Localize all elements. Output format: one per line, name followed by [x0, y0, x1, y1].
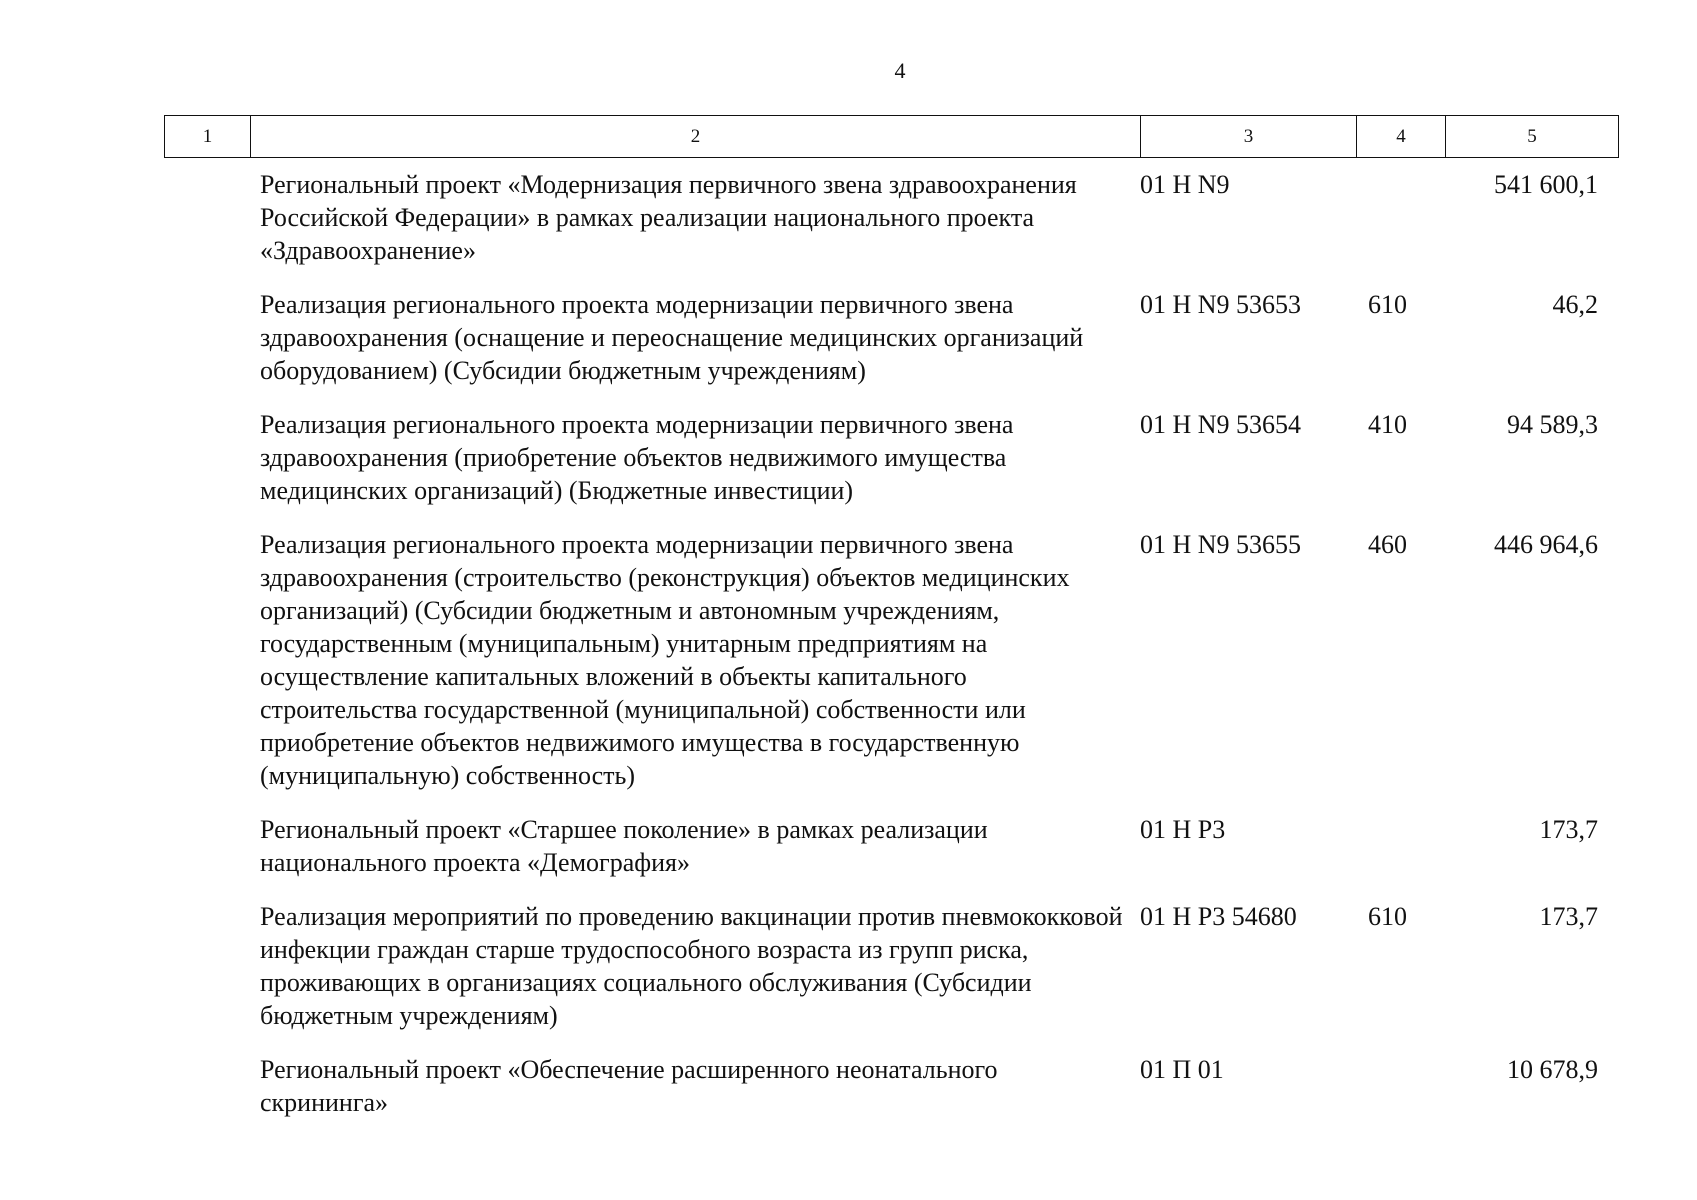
- table-row: [164, 168, 1614, 267]
- row-name: Реализация регионального проекта модернизации первичного звена здравоохранения (приобретение объектов недвижимого имущества медицинских организаций) (Бюджетные инвестиции): [260, 410, 1014, 505]
- row-number-cell: [164, 813, 250, 879]
- column-number-1: 1: [165, 116, 251, 158]
- row-amount: 541 600,1: [1494, 170, 1598, 199]
- table-row: [164, 813, 1614, 879]
- row-number-cell: [164, 168, 250, 267]
- row-code: 01 Н N9 53653: [1140, 290, 1302, 319]
- row-name: Реализация мероприятий по проведению вакцинации против пневмококковой инфекции граждан старше трудоспособного возраста из групп риска, проживающих в организациях социального обслуживания (Субсидии бюджетным учреждениям): [260, 902, 1123, 1030]
- row-name: Региональный проект «Модернизация первичного звена здравоохранения Российской Федерации» в рамках реализации национального проекта «Здравоохранение»: [260, 170, 1077, 265]
- row-amount: 446 964,6: [1494, 530, 1598, 559]
- page-number: 4: [894, 58, 906, 83]
- column-number-3: 3: [1141, 116, 1357, 158]
- row-amount: 173,7: [1539, 902, 1598, 931]
- row-name: Региональный проект «Старшее поколение» в рамках реализации национального проекта «Демография»: [260, 815, 988, 877]
- row-number-cell: [164, 900, 250, 1032]
- table-row: [164, 408, 1614, 507]
- row-type: 610: [1368, 290, 1407, 319]
- row-code: 01 Н N9 53655: [1140, 530, 1302, 559]
- column-number-4: 4: [1357, 116, 1446, 158]
- column-number-5: 5: [1446, 116, 1619, 158]
- row-number-cell: [164, 408, 250, 507]
- row-type: [1346, 1053, 1435, 1119]
- row-code: 01 Н N9 53654: [1140, 410, 1302, 439]
- row-type: [1346, 168, 1435, 267]
- row-name: Реализация регионального проекта модернизации первичного звена здравоохранения (строительство (реконструкция) объектов медицинских организаций) (Субсидии бюджетным и автономным учреждениям, государственным (муниципальным) унитарным предприятиям на осуществление капитальных вложений в объекты капитального строительства государственной (муниципальной) собственности или приобретение объектов недвижимого имущества в государственную (муниципальную) собственность): [260, 530, 1070, 790]
- row-amount: 94 589,3: [1507, 410, 1598, 439]
- row-type: 610: [1368, 902, 1407, 931]
- row-code: 01 Н N9: [1140, 170, 1230, 199]
- row-code: 01 Н P3 54680: [1140, 902, 1297, 931]
- row-name: Региональный проект «Обеспечение расширенного неонатального скрининга»: [260, 1055, 998, 1117]
- row-amount: 10 678,9: [1507, 1055, 1598, 1084]
- table-row: [164, 288, 1614, 387]
- row-name: Реализация регионального проекта модернизации первичного звена здравоохранения (оснащение и переоснащение медицинских организаций оборудованием) (Субсидии бюджетным учреждениям): [260, 290, 1084, 385]
- column-number-2: 2: [251, 116, 1141, 158]
- row-number-cell: [164, 1053, 250, 1119]
- column-header-table: [164, 115, 1619, 158]
- column-number-row: [165, 116, 1619, 158]
- row-type: [1346, 813, 1435, 879]
- table-row: [164, 900, 1614, 1032]
- table-row: [164, 528, 1614, 792]
- row-code: 01 П 01: [1140, 1055, 1224, 1084]
- row-type: 460: [1368, 530, 1407, 559]
- row-number-cell: [164, 288, 250, 387]
- row-code: 01 Н P3: [1140, 815, 1226, 844]
- row-amount: 46,2: [1552, 290, 1598, 319]
- table-row: [164, 1053, 1614, 1119]
- row-amount: 173,7: [1539, 815, 1598, 844]
- row-type: 410: [1368, 410, 1407, 439]
- table-body: [164, 168, 1614, 1140]
- row-number-cell: [164, 528, 250, 792]
